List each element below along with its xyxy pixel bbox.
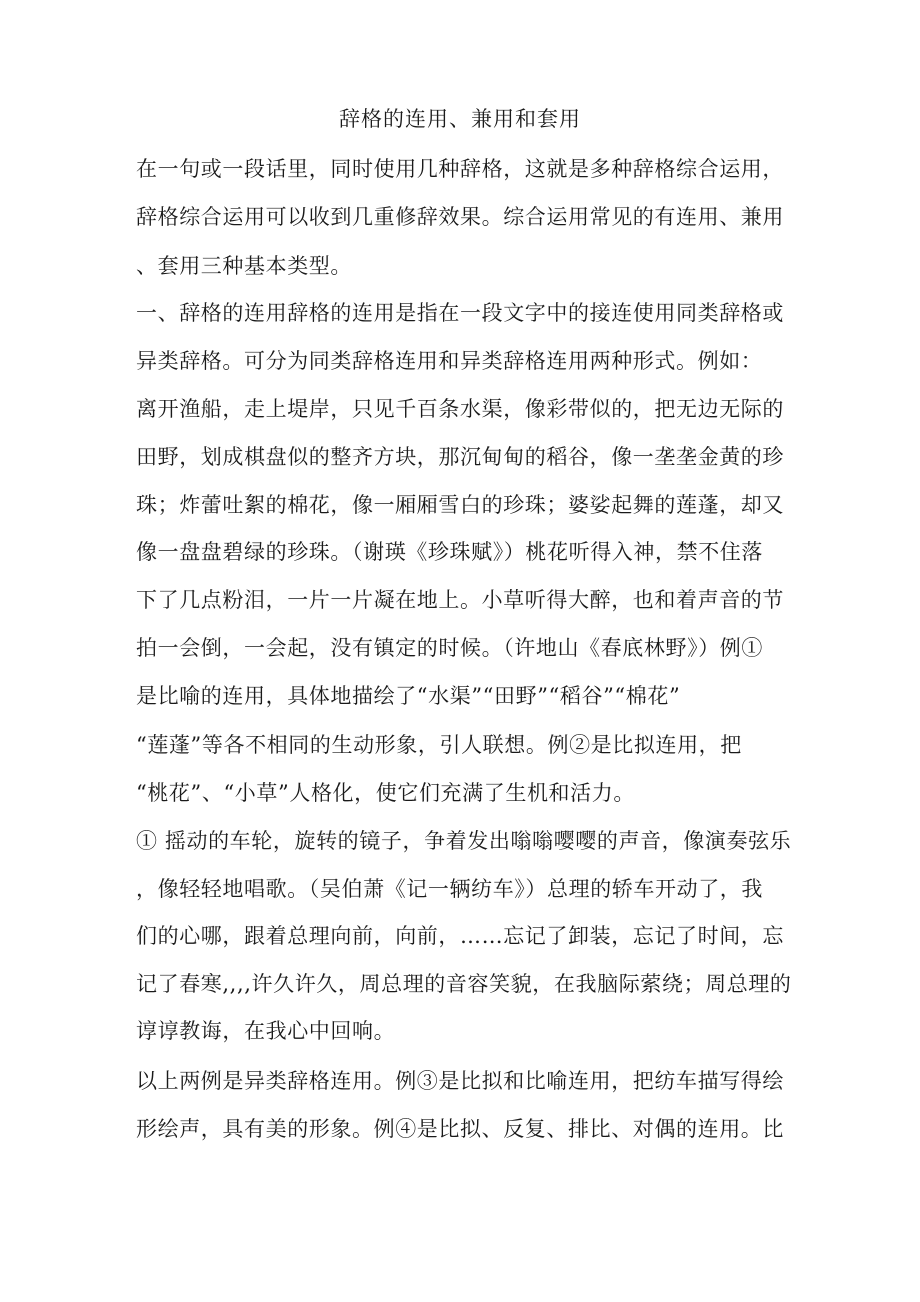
paragraph-line: 们的心哪，跟着总理向前，向前，……忘记了卸装，忘记了时间，忘 xyxy=(136,924,784,948)
paragraph-line: 异类辞格。可分为同类辞格连用和异类辞格连用两种形式。例如： xyxy=(136,349,763,373)
paragraph-line: “莲蓬”等各不相同的生动形象，引人联想。例②是比拟连用，把 xyxy=(136,733,742,757)
paragraph-line: ① 摇动的车轮，旋转的镜子，争着发出嗡嗡嘤嘤的声音，像演奏弦乐 xyxy=(136,829,792,853)
paragraph-line: 以上两例是异类辞格连用。例③是比拟和比喻连用，把纺车描写得绘 xyxy=(136,1069,784,1093)
paragraph-line: 拍一会倒，一会起，没有镇定的时候。（许地山《春底林野》）例① xyxy=(136,636,763,660)
paragraph-line: 形绘声，具有美的形象。例④是比拟、反复、排比、对偶的连用。比 xyxy=(136,1117,784,1141)
paragraph-line: 是比喻的连用，具体地描绘了“水渠”“田野”“稻谷”“棉花” xyxy=(136,684,681,708)
paragraph-line: 珠；炸蕾吐絮的棉花，像一厢厢雪白的珍珠；婆娑起舞的莲蓬，却又 xyxy=(136,493,784,517)
paragraph-line: 田野，划成棋盘似的整齐方块，那沉甸甸的稻谷，像一垄垄金黄的珍 xyxy=(136,445,784,469)
paragraph-line: “桃花”、“小草”人格化，使它们充满了生机和活力。 xyxy=(136,781,635,805)
document-title: 辞格的连用、兼用和套用 xyxy=(339,107,581,131)
paragraph-line: 在一句或一段话里，同时使用几种辞格，这就是多种辞格综合运用， xyxy=(136,157,784,181)
paragraph-line: 谆谆教诲，在我心中回响。 xyxy=(136,1019,396,1043)
paragraph-line: 、套用三种基本类型。 xyxy=(136,254,352,278)
paragraph-line: 像一盘盘碧绿的珍珠。（谢瑛《珍珠赋》）桃花听得入神，禁不住落 xyxy=(136,540,763,564)
paragraph-line: 离开渔船，走上堤岸，只见千百条水渠，像彩带似的，把无边无际的 xyxy=(136,397,784,421)
paragraph-line: ，像轻轻地唱歌。（吴伯萧《记一辆纺车》）总理的轿车开动了，我 xyxy=(136,877,763,901)
paragraph-line: 记了春寒,,,,许久许久，周总理的音容笑貌，在我脑际萦绕；周总理的 xyxy=(136,972,792,996)
paragraph-line: 下了几点粉泪，一片一片凝在地上。小草听得大醉，也和着声音的节 xyxy=(136,588,784,612)
paragraph-line: 一、辞格的连用辞格的连用是指在一段文字中的接连使用同类辞格或 xyxy=(136,301,784,325)
paragraph-line: 辞格综合运用可以收到几重修辞效果。综合运用常见的有连用、兼用 xyxy=(136,205,784,229)
